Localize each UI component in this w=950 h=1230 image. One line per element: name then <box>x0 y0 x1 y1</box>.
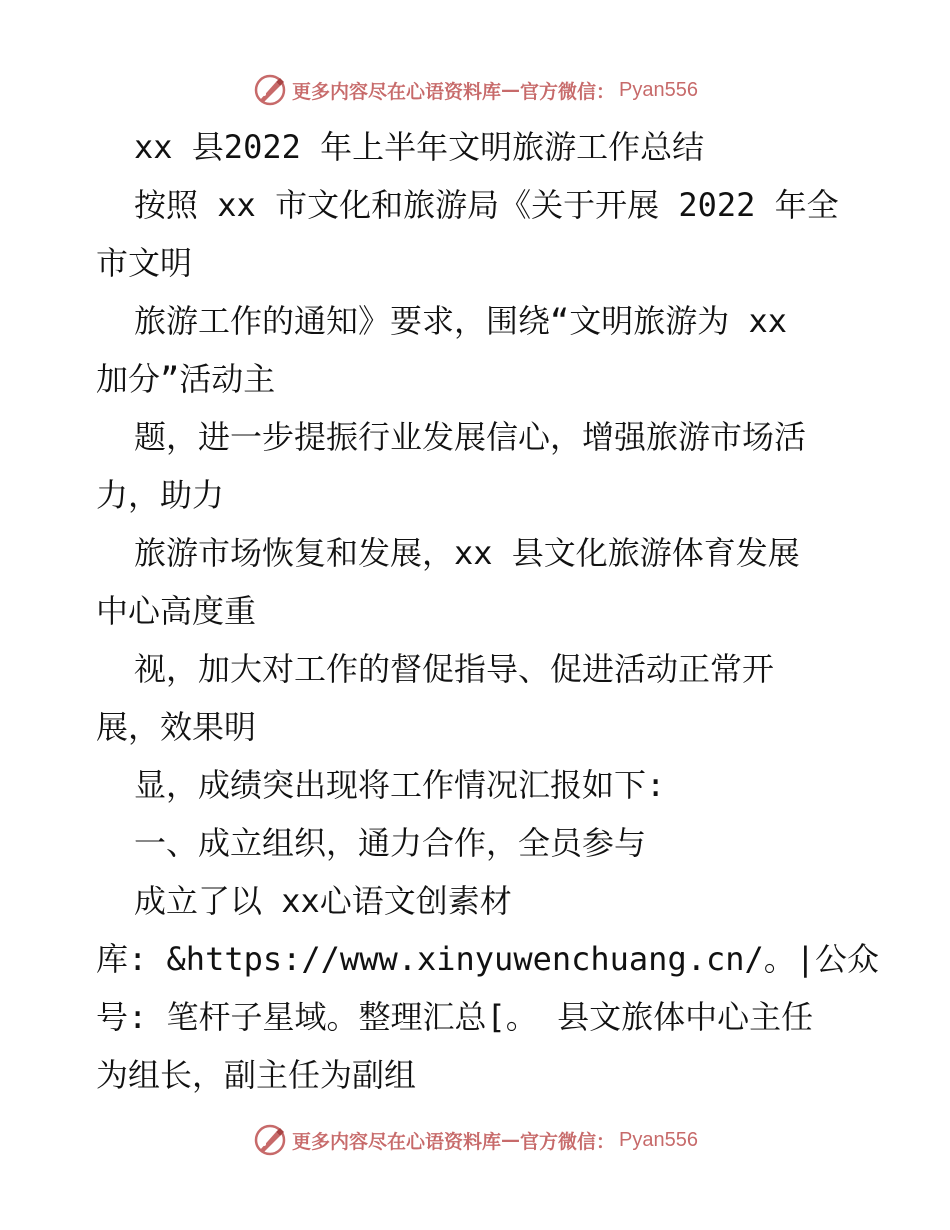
text-line: 力，助力 <box>96 476 225 514</box>
footer-banner <box>0 1120 950 1160</box>
text-line: 号: 笔杆子星域。整理汇总[。 县文旅体中心主任 <box>96 998 814 1036</box>
text-line: 一、成立组织，通力合作，全员参与 <box>134 824 647 862</box>
text-line: 展，效果明 <box>96 708 257 746</box>
text-line: 成立了以 xx心语文创素材 <box>134 882 512 920</box>
text-line: 旅游市场恢复和发展，xx 县文化旅游体育发展 <box>134 534 800 572</box>
text-line: xx 县2022 年上半年文明旅游工作总结 <box>134 128 705 166</box>
banner-dash: — <box>501 79 521 101</box>
text-line: 视，加大对工作的督促指导、促进活动正常开 <box>134 650 775 688</box>
text-line: 中心高度重 <box>96 592 257 630</box>
text-line: 显，成绩突出现将工作情况汇报如下: <box>134 766 666 804</box>
banner-wechat-label: 官方微信： <box>520 80 616 103</box>
text-line: 库: &https://www.xinyuwenchuang.cn/。|公众 <box>96 940 880 978</box>
text-line: 旅游工作的通知》要求，围绕“文明旅游为 xx <box>134 302 788 340</box>
document-body <box>96 118 880 1104</box>
banner-text: 更多内容尽在心语资料库 <box>292 80 502 103</box>
text-line: 按照 xx 市文化和旅游局《关于开展 2022 年全 <box>134 186 839 224</box>
text-line: 加分”活动主 <box>96 360 276 398</box>
banner-wechat-id: Pyan556 <box>619 78 698 101</box>
header-banner <box>0 70 950 110</box>
banner-dash: — <box>501 1129 521 1151</box>
pen-logo-icon <box>252 72 288 108</box>
banner-text: 更多内容尽在心语资料库 <box>292 1130 502 1153</box>
text-line: 市文明 <box>96 244 193 282</box>
banner-wechat-label: 官方微信： <box>520 1130 616 1153</box>
text-line: 为组长，副主任为副组 <box>96 1056 417 1094</box>
text-line: 题，进一步提振行业发展信心，增强旅游市场活 <box>134 418 807 456</box>
pen-logo-icon <box>252 1122 288 1158</box>
banner-wechat-id: Pyan556 <box>619 1128 698 1151</box>
